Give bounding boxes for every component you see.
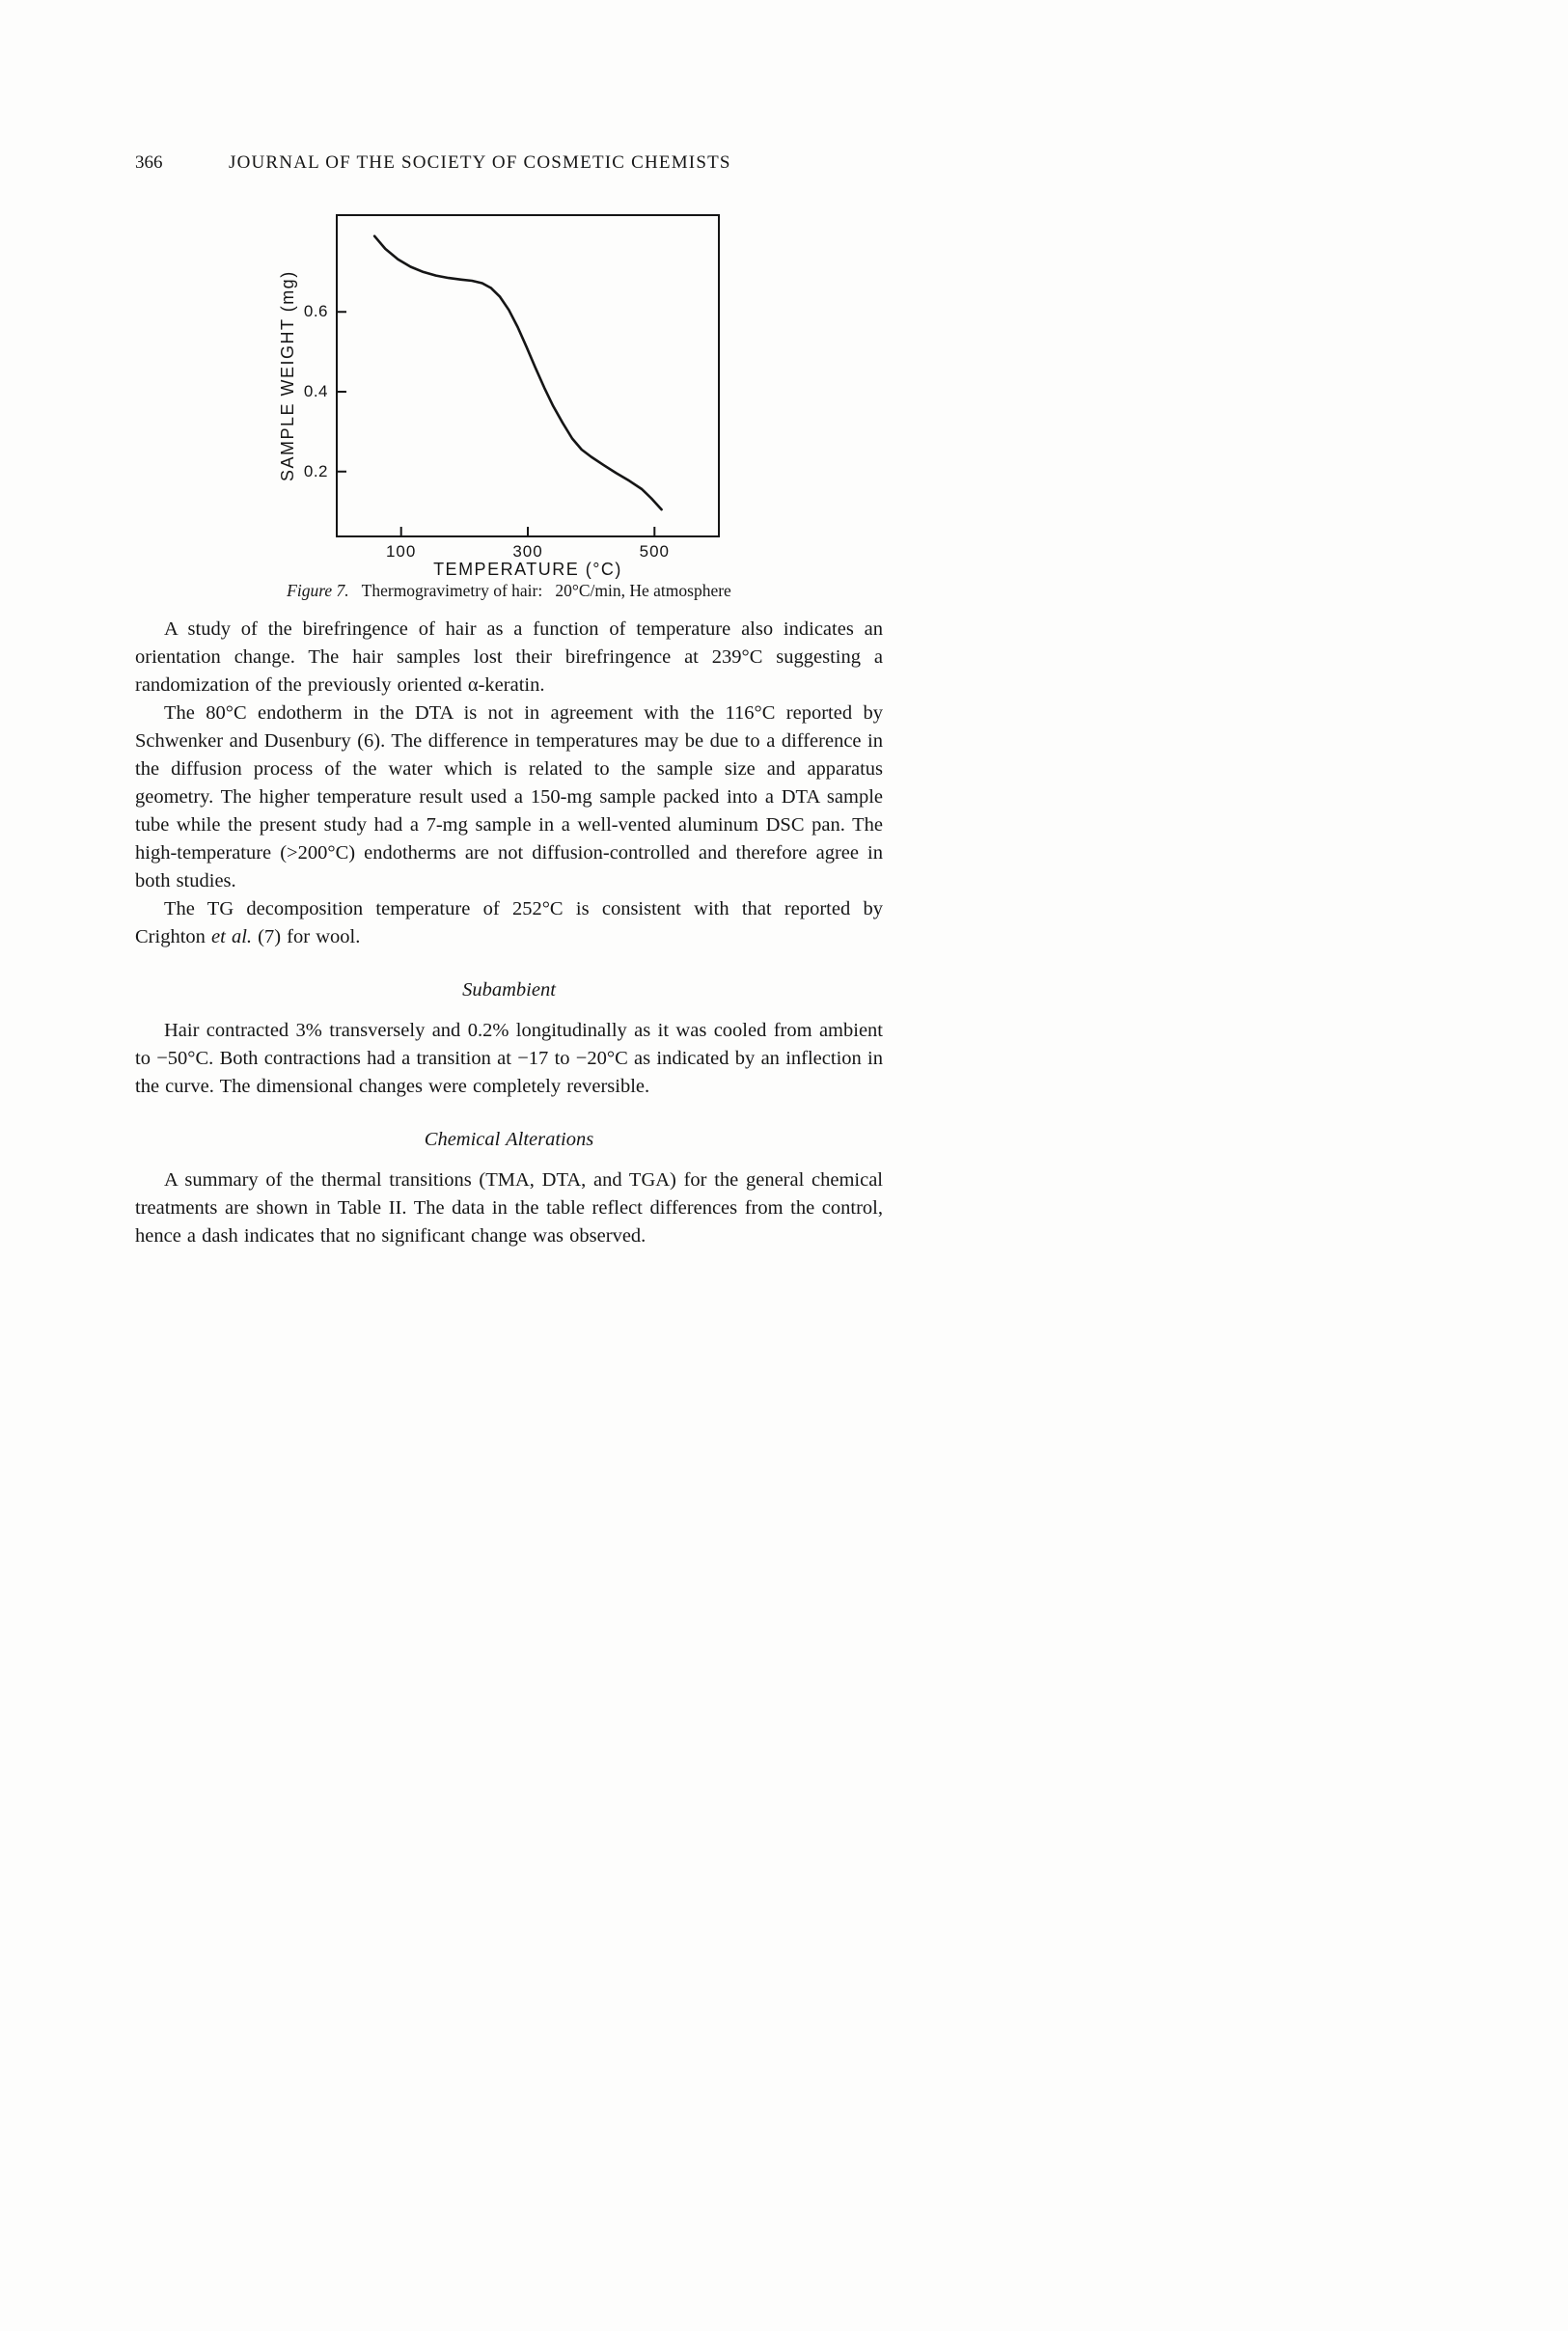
page-header: [135, 152, 897, 178]
et-al-italic: et al.: [211, 926, 253, 947]
y-tick-label: 0.2: [303, 461, 328, 480]
paragraph-chemical-alterations: A summary of the thermal transitions (TMA, DTA, and TGA) for the general chemical treatments are shown in Table II. The data in the table reflect differences from the control, hence a dash indicates that no significant change was observed.: [135, 1169, 883, 1247]
plot-area: [303, 214, 720, 561]
section-heading-chemical-alterations: Chemical Alterations: [424, 1129, 594, 1150]
journal-title: JOURNAL OF THE SOCIETY OF COSMETIC CHEMISTS: [229, 152, 731, 173]
paragraph-text: The TG decomposition temperature of 252°C is consistent with that reported by Crighton: [135, 898, 883, 947]
y-axis-label: SAMPLE WEIGHT (mg): [278, 270, 297, 481]
figure-caption: [135, 581, 883, 601]
paragraph-endotherm: The 80°C endotherm in the DTA is not in agreement with the 116°C reported by Schwenker and Dusenbury (6). The difference in temperatures may be due to a difference in the diffusion process of the water which is related to the sample size and apparatus geometry. The higher temperature result used a 150-mg sample packed into a DTA sample tube while the present study had a 7-mg sample in a well-vented aluminum DSC pan. The high-temperature (>200°C) endotherms are not diffusion-controlled and therefore agree in both studies.: [135, 702, 883, 891]
paragraph-tg-decomposition: [135, 895, 883, 951]
paragraph-text: (7) for wool.: [252, 926, 361, 947]
figure-caption-label: Figure 7.: [287, 581, 349, 600]
y-tick-label: 0.4: [303, 382, 328, 401]
section-heading-subambient: Subambient: [462, 979, 556, 1001]
y-tick-label: 0.6: [303, 302, 328, 321]
paragraph-birefringence: A study of the birefringence of hair as a function of temperature also indicates an orientation change. The hair samples lost their birefringence at 239°C suggesting a randomization of the previously oriented α-keratin.: [135, 618, 883, 696]
x-tick-label: 500: [639, 542, 671, 561]
paragraph-subambient: Hair contracted 3% transversely and 0.2% longitudinally as it was cooled from ambient to −50°C. Both contractions had a transition at −17 to −20°C as indicated by an inflection in the curve. The dimensional changes were completely reversible.: [135, 1020, 883, 1097]
x-tick-label: 100: [385, 542, 417, 561]
data-line-hair-TG-curve: [374, 236, 661, 509]
figure-caption-text: Thermogravimetry of hair: 20°C/min, He atmosphere: [361, 581, 731, 600]
x-tick-label: 300: [512, 542, 543, 561]
x-axis-label: TEMPERATURE (°C): [433, 560, 622, 579]
chart-canvas: [338, 216, 718, 535]
page-number: 366: [135, 152, 163, 173]
article-body: [135, 616, 883, 1250]
